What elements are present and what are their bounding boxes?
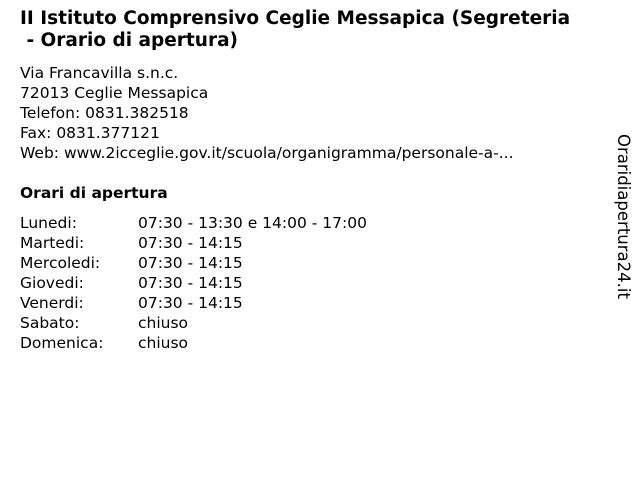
address-web: Web: www.2icceglie.gov.it/scuola/organigramma/personale-a-... xyxy=(20,144,514,162)
hours-day: Martedi: xyxy=(20,234,85,252)
address-phone: Telefon: 0831.382518 xyxy=(20,104,189,122)
page-title-line-1: II Istituto Comprensivo Ceglie Messapica (Segreteria xyxy=(20,8,571,29)
hours-day: Sabato: xyxy=(20,314,80,332)
address-fax: Fax: 0831.377121 xyxy=(20,124,160,142)
address-street: Via Francavilla s.n.c. xyxy=(20,64,179,82)
address-block xyxy=(20,63,514,163)
hours-time: chiuso xyxy=(138,334,189,352)
hours-day: Venerdi: xyxy=(20,294,84,312)
hours-time: 07:30 - 14:15 xyxy=(138,294,243,312)
hours-day: Lunedi: xyxy=(20,214,77,232)
address-city: 72013 Ceglie Messapica xyxy=(20,84,209,102)
hours-day: Mercoledi: xyxy=(20,254,101,272)
hours-day: Domenica: xyxy=(20,334,104,352)
hours-time: 07:30 - 14:15 xyxy=(138,254,243,272)
page-title xyxy=(20,8,630,52)
hours-day: Giovedi: xyxy=(20,274,84,292)
hours-time: chiuso xyxy=(138,314,189,332)
hours-time: 07:30 - 14:15 xyxy=(138,234,243,252)
hours-time: 07:30 - 14:15 xyxy=(138,274,243,292)
site-watermark-text: Oraridiapertura24.it xyxy=(614,134,633,299)
opening-hours-heading: Orari di apertura xyxy=(20,184,168,202)
hours-time: 07:30 - 13:30 e 14:00 - 17:00 xyxy=(138,214,367,232)
page-title-line-2: - Orario di apertura) xyxy=(20,30,239,51)
